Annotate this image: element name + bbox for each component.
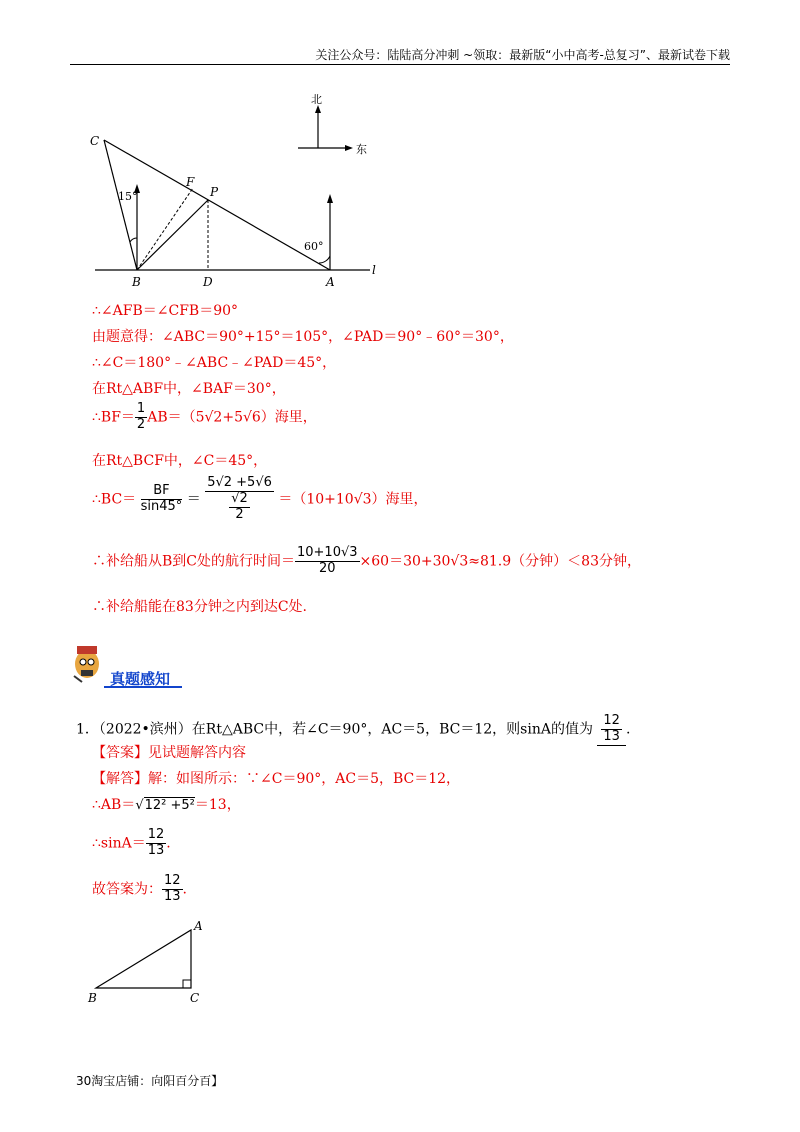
sin-fraction <box>146 828 167 859</box>
solution-line-5 <box>92 402 317 433</box>
question-1-text: 1．（2022•滨州）在Rt△ABC中，若∠C＝90°，AC＝5，BC＝12，则sinA的值为 <box>76 721 593 738</box>
answer-fraction <box>601 714 622 745</box>
segment-bf <box>137 188 193 270</box>
arrowhead-a <box>327 194 333 203</box>
final-fraction <box>162 874 183 905</box>
solution-line-3: ∴∠C＝180°﹣∠ABC﹣∠PAD＝45°， <box>92 355 337 371</box>
fraction-time <box>295 546 360 577</box>
final-answer-post: . <box>182 881 187 898</box>
solution-line-8 <box>92 546 641 577</box>
solution-line-7-post: ＝（10+10√3）海里， <box>278 491 428 508</box>
solution-line-5-post: AB＝（5√2+5√6）海里， <box>147 409 317 426</box>
label-east: 东 <box>356 143 367 156</box>
fraction-denominator: 13 <box>147 842 165 858</box>
fraction-numerator: 12 <box>164 873 181 888</box>
segment-cb <box>104 140 137 270</box>
compass-east-arrowhead <box>345 145 353 151</box>
right-triangle-diagram <box>86 918 216 1008</box>
label-a: A <box>194 919 203 933</box>
navigation-diagram <box>90 90 390 290</box>
fraction-numerator: 12 <box>603 713 620 728</box>
angle-arc-b <box>130 238 137 242</box>
solution-line-2: 由题意得：∠ABC＝90°+15°＝105°，∠PAD＝90°﹣60°＝30°， <box>92 329 514 345</box>
ab-line-pre: ∴AB＝ <box>92 797 136 813</box>
label-c: C <box>90 134 100 148</box>
fraction-denominator <box>205 492 274 523</box>
label-north: 北 <box>311 93 322 106</box>
solution-line-7 <box>92 476 428 523</box>
fraction-denominator: 20 <box>318 560 336 576</box>
solution-line-1: ∴∠AFB＝∠CFB＝90° <box>92 303 239 319</box>
mascot-icon <box>70 642 104 684</box>
solution-line-8-post: ×60＝30+30√3≈81.9（分钟）＜83分钟， <box>359 553 641 570</box>
section-title: 真题感知 <box>110 670 171 688</box>
fraction-numerator: 12 <box>147 827 165 842</box>
analysis-line: 【解答】解：如图所示：∵∠C＝90°，AC＝5，BC＝12， <box>92 771 461 787</box>
fraction-compound <box>205 476 274 523</box>
label-60-degrees: 60° <box>304 240 324 253</box>
label-a: A <box>326 275 335 289</box>
fraction-denominator: 13 <box>164 888 181 904</box>
solution-line-8-pre: ∴补给船从B到C处的航行时间＝ <box>92 553 295 570</box>
angle-arc-a <box>319 256 330 263</box>
fraction-numerator: BF <box>141 484 183 500</box>
label-b: B <box>132 275 141 289</box>
final-answer-pre: 故答案为： <box>92 881 162 898</box>
label-b: B <box>88 991 97 1005</box>
segment-ca <box>104 140 330 270</box>
section-title-underline <box>104 686 182 688</box>
label-d: D <box>203 275 213 289</box>
fraction-numerator: 10+10√3 <box>297 545 358 560</box>
inner-fraction <box>229 492 250 523</box>
answer-blank <box>597 714 626 746</box>
triangle-abc <box>96 930 191 988</box>
segment-bp <box>137 200 208 270</box>
solution-line-5-pre: ∴BF＝ <box>92 409 135 426</box>
label-15-degrees: 15° <box>118 190 138 203</box>
page-footer: 30淘宝店铺：向阳百分百】 <box>76 1074 224 1088</box>
fraction-denominator: 13 <box>603 728 620 744</box>
label-l: l <box>372 263 376 277</box>
solution-line-7-pre: ∴BC＝ <box>92 491 137 508</box>
label-c: C <box>190 991 200 1005</box>
inner-denominator: 2 <box>235 506 244 522</box>
sin-line <box>92 828 171 859</box>
ab-line-post: ＝13， <box>194 797 241 813</box>
label-p: P <box>210 185 219 199</box>
fraction-numerator: 5√2 +5√6 <box>207 475 272 490</box>
fraction-numerator: 1 <box>136 401 146 416</box>
sin-line-pre: ∴sinA＝ <box>92 835 146 852</box>
question-1: 1．（2022•滨州）在Rt△ABC中，若∠C＝90°，AC＝5，BC＝12，则sinA的值为 $\frac{12}{13}$ . <box>76 713 631 744</box>
final-answer-line <box>92 874 187 905</box>
fraction-denominator: 2 <box>136 416 146 432</box>
equals-sign: ＝ <box>186 491 201 508</box>
ab-line <box>92 794 241 814</box>
page-header: 关注公众号：陆陆高分冲刺 ~领取：最新版“小中高考-总复习”、最新试卷下载 <box>315 48 730 62</box>
solution-line-9: ∴补给船能在83分钟之内到达C处. <box>92 599 307 615</box>
compass-north-arrowhead <box>315 105 321 113</box>
inner-numerator: √2 <box>231 490 248 506</box>
right-angle-mark <box>183 980 191 988</box>
fraction-denominator: sin45° <box>140 498 183 514</box>
fraction-bf-over-sin45 <box>141 484 183 515</box>
radicand: 12² +5² <box>144 798 195 813</box>
header-rule <box>70 64 730 65</box>
solution-line-4: 在Rt△ABF中，∠BAF＝30°， <box>92 381 286 397</box>
radical: √12² +5² <box>135 798 195 813</box>
fraction-one-half <box>135 402 147 433</box>
sin-line-post: . <box>166 835 171 852</box>
answer-tag: 【答案】见试题解答内容 <box>92 745 246 761</box>
solution-line-6: 在Rt△BCF中，∠C＝45°， <box>92 453 268 469</box>
label-f: F <box>186 175 195 189</box>
